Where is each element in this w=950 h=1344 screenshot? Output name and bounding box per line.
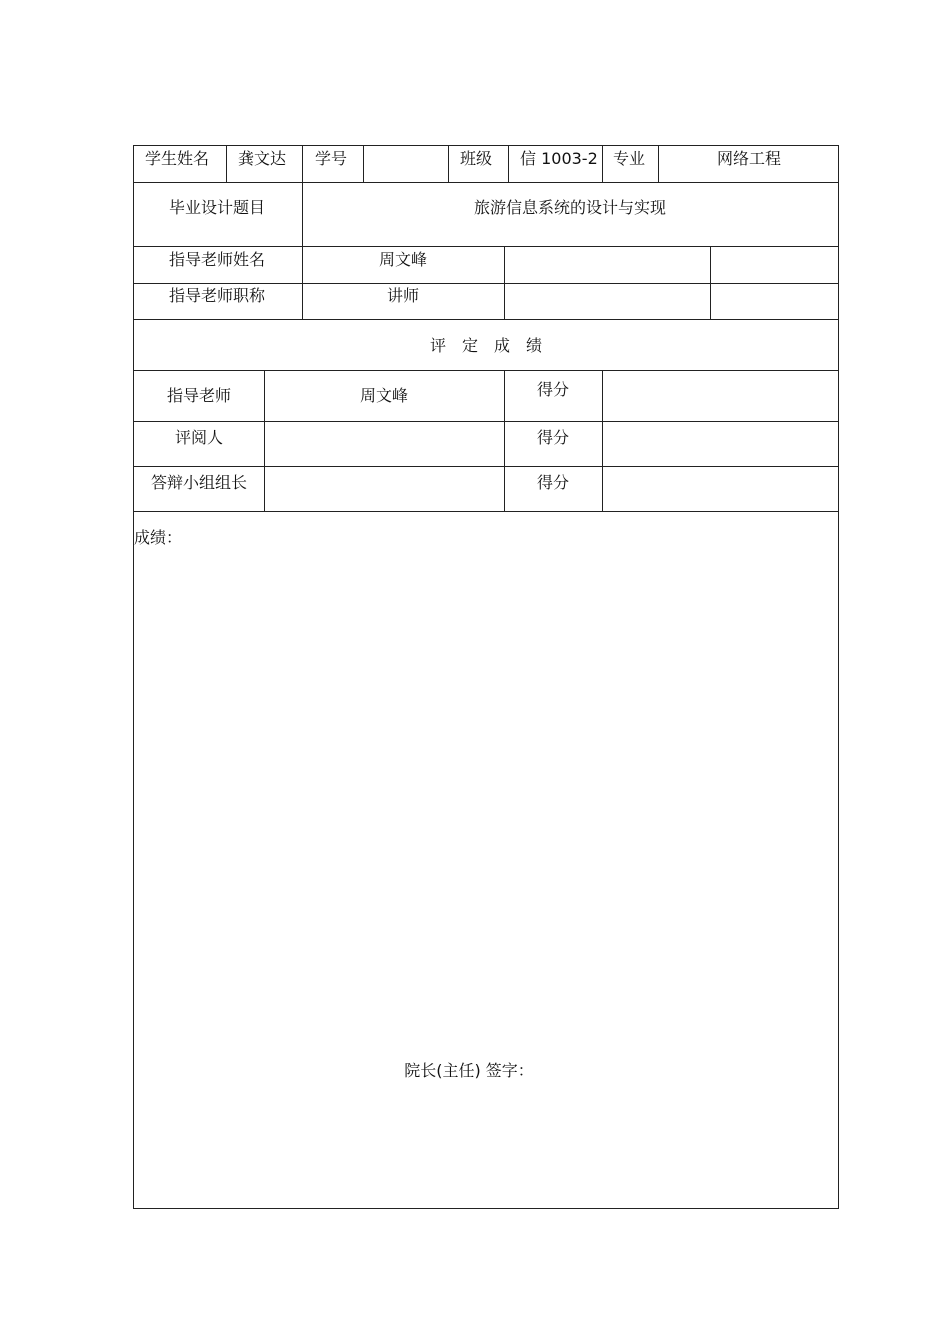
student-name-value[interactable]: 龚文达	[238, 149, 287, 168]
advisor-name-value[interactable]: 周文峰	[378, 250, 428, 269]
advisor-name-label: 指导老师姓名	[168, 250, 266, 269]
rule-row1-bottom	[133, 182, 839, 183]
divider	[602, 145, 603, 182]
thesis-label: 毕业设计题目	[168, 198, 266, 217]
dean-signature-label: 院长(主任) 签字：	[404, 1061, 534, 1080]
divider	[302, 182, 303, 319]
divider	[264, 370, 265, 511]
divider	[602, 370, 603, 511]
grading-score-label: 得分	[536, 428, 570, 447]
divider	[302, 145, 303, 182]
major-value[interactable]: 网络工程	[716, 149, 782, 168]
student-name-label: 学生姓名	[145, 149, 210, 168]
rule-grading-row2-bottom	[133, 466, 839, 467]
grading-score-label: 得分	[536, 473, 570, 492]
advisor-title-value[interactable]: 讲师	[386, 286, 420, 305]
divider	[504, 370, 505, 511]
result-label: 成绩：	[134, 528, 183, 547]
class-label: 班级	[460, 149, 493, 168]
rule-thesis-bottom	[133, 246, 839, 247]
grading-role: 评阅人	[174, 428, 224, 447]
grading-person[interactable]: 周文峰	[359, 386, 409, 405]
major-label: 专业	[613, 149, 646, 168]
divider	[363, 145, 364, 182]
divider	[504, 246, 505, 319]
rule-grading-row1-bottom	[133, 421, 839, 422]
grading-role: 答辩小组组长	[150, 473, 248, 492]
rule-advisor-title-bottom	[133, 319, 839, 320]
rule-grading-row3-bottom	[133, 511, 839, 512]
grading-score-label: 得分	[536, 380, 570, 399]
divider	[508, 145, 509, 182]
divider	[448, 145, 449, 182]
rule-advisor-name-bottom	[133, 283, 839, 284]
divider	[710, 246, 711, 319]
thesis-value[interactable]: 旅游信息系统的设计与实现	[473, 198, 667, 217]
grading-heading: 评 定 成 绩	[429, 336, 543, 355]
divider	[658, 145, 659, 182]
divider	[226, 145, 227, 182]
student-id-label: 学号	[315, 149, 348, 168]
class-value[interactable]: 信 1003-2	[520, 149, 598, 168]
advisor-title-label: 指导老师职称	[168, 286, 266, 305]
rule-grading-heading-bottom	[133, 370, 839, 371]
grading-role: 指导老师	[166, 386, 232, 405]
